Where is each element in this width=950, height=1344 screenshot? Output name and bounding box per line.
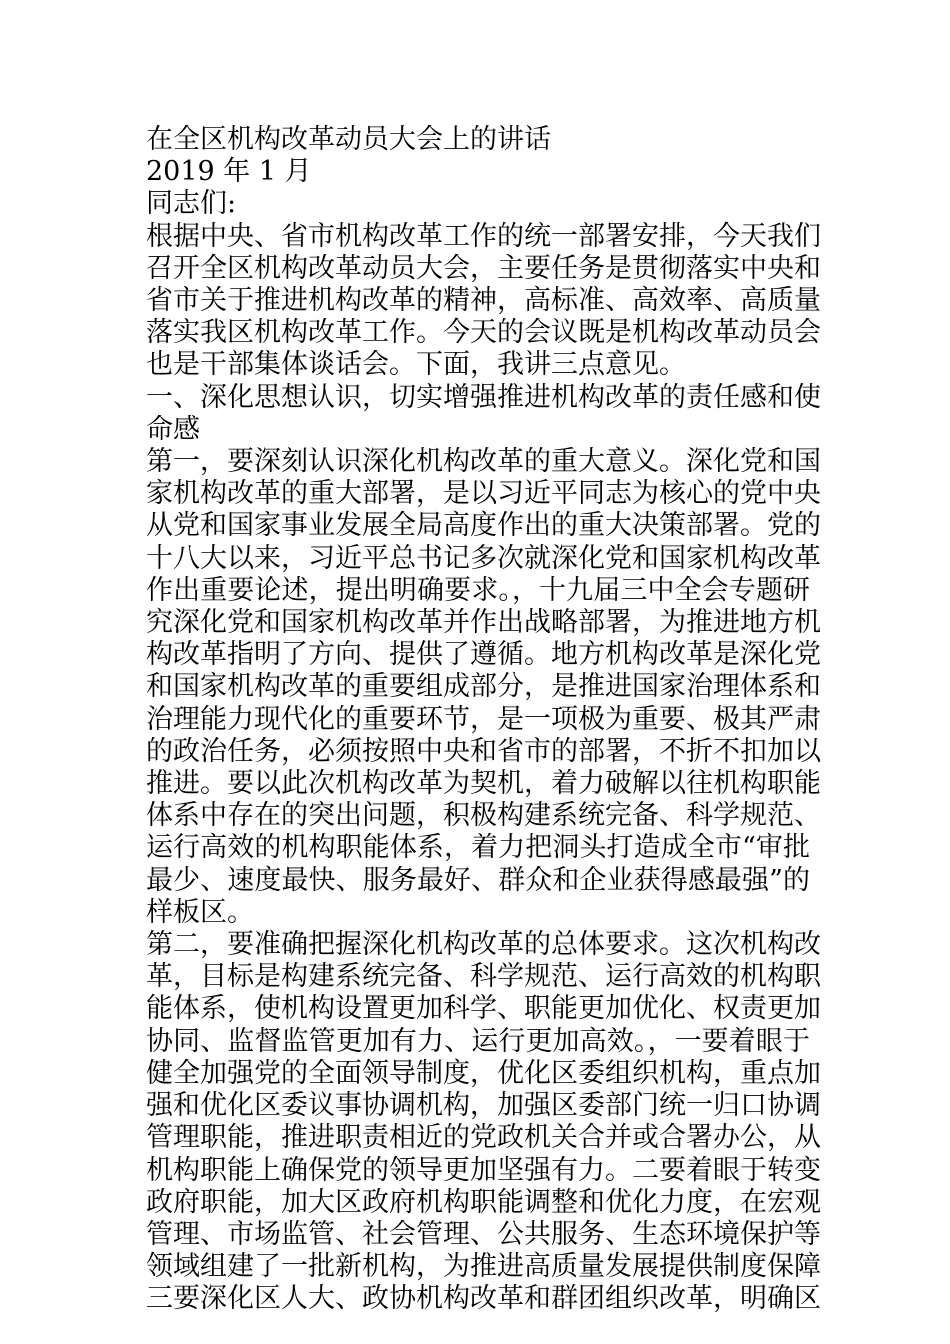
text-line: 样板区。 bbox=[146, 896, 254, 928]
text-line: 一、深化思想认识，切实增强推进机构改革的责任感和使 bbox=[146, 381, 821, 413]
text-line: 革，目标是构建系统完备、科学规范、运行高效的机构职 bbox=[146, 961, 821, 993]
text-line: 最少、速度最快、服务最好、群众和企业获得感最强”的 bbox=[146, 864, 810, 896]
text-line: 管理职能，推进职责相近的党政机关合并或合署办公，从 bbox=[146, 1122, 821, 1154]
text-line: 健全加强党的全面领导制度，优化区委组织机构，重点加 bbox=[146, 1057, 821, 1089]
text-line: 强和优化区委议事协调机构，加强区委部门统一归口协调 bbox=[146, 1090, 821, 1122]
text-line: 能体系，使机构设置更加科学、职能更加优化、权责更加 bbox=[146, 993, 821, 1025]
text-line: 领域组建了一批新机构，为推进高质量发展提供制度保障 bbox=[146, 1251, 821, 1283]
text-line: 运行高效的机构职能体系，着力把洞头打造成全市“审批 bbox=[146, 832, 810, 864]
text-line: 和国家机构改革的重要组成部分，是推进国家治理体系和 bbox=[146, 671, 821, 703]
text-line: 管理、市场监管、社会管理、公共服务、生态环境保护等 bbox=[146, 1218, 821, 1250]
document-date: 2019 年 1 月 bbox=[146, 156, 312, 188]
text-line: 体系中存在的突出问题，积极构建系统完备、科学规范、 bbox=[146, 800, 821, 832]
text-line: 家机构改革的重大部署，是以习近平同志为核心的党中央 bbox=[146, 478, 821, 510]
text-line: 治理能力现代化的重要环节，是一项极为重要、极其严肃 bbox=[146, 703, 821, 735]
text-line: 协同、监督监管更加有力、运行更加高效。，一要着眼于 bbox=[146, 1025, 810, 1057]
document-title: 在全区机构改革动员大会上的讲话 bbox=[146, 124, 551, 155]
text-line: 的政治任务，必须按照中央和省市的部署，不折不扣加以 bbox=[146, 735, 821, 767]
text-line: 根据中央、省市机构改革工作的统一部署安排，今天我们 bbox=[146, 220, 821, 252]
text-line: 命感 bbox=[146, 413, 200, 445]
text-line: 作出重要论述，提出明确要求。，十九届三中全会专题研 bbox=[146, 574, 810, 606]
text-line: 落实我区机构改革工作。今天的会议既是机构改革动员会 bbox=[146, 317, 821, 349]
salutation: 同志们: bbox=[146, 188, 237, 220]
document-body bbox=[146, 124, 821, 1316]
text-line: 从党和国家事业发展全局高度作出的重大决策部署。党的 bbox=[146, 510, 821, 542]
text-line: 政府职能，加大区政府机构职能调整和优化力度，在宏观 bbox=[146, 1186, 821, 1218]
text-line: 三要深化区人大、政协机构改革和群团组织改革，明确区 bbox=[146, 1283, 821, 1315]
text-line: 构改革指明了方向、提供了遵循。地方机构改革是深化党 bbox=[146, 639, 821, 671]
text-line: 也是干部集体谈话会。下面，我讲三点意见。 bbox=[146, 349, 686, 381]
text-line: 究深化党和国家机构改革并作出战略部署，为推进地方机 bbox=[146, 607, 821, 639]
speech-text bbox=[146, 220, 821, 1316]
text-line: 第二，要准确把握深化机构改革的总体要求。这次机构改 bbox=[146, 929, 821, 961]
text-line: 机构职能上确保党的领导更加坚强有力。二要着眼于转变 bbox=[146, 1154, 821, 1186]
text-line: 召开全区机构改革动员大会，主要任务是贯彻落实中央和 bbox=[146, 252, 821, 284]
text-line: 第一，要深刻认识深化机构改革的重大意义。深化党和国 bbox=[146, 446, 821, 478]
text-line: 省市关于推进机构改革的精神，高标准、高效率、高质量 bbox=[146, 285, 821, 317]
text-line: 推进。要以此次机构改革为契机，着力破解以往机构职能 bbox=[146, 768, 821, 800]
text-line: 十八大以来，习近平总书记多次就深化党和国家机构改革 bbox=[146, 542, 821, 574]
